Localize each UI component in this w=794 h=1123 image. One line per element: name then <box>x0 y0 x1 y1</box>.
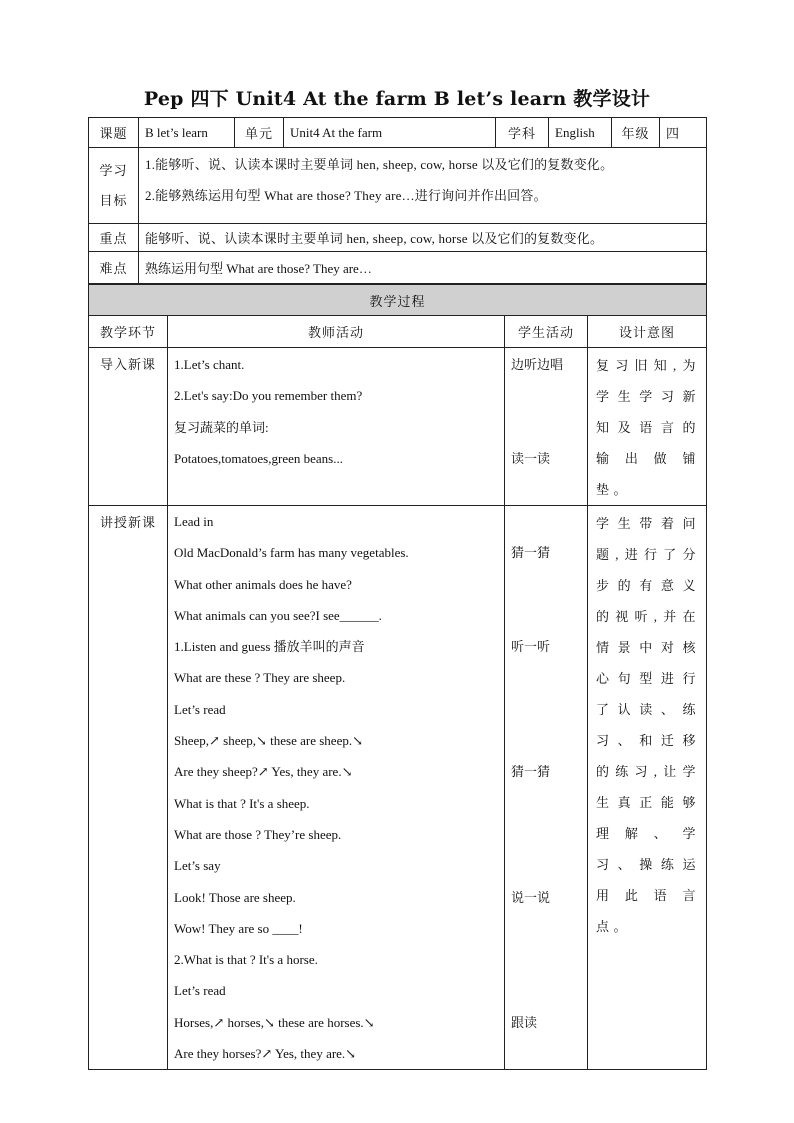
teacher-line: Are they sheep?↗ Yes, they are.↘ <box>174 764 353 780</box>
student-line: 猜一猜 <box>511 764 551 780</box>
header-teacher-activity: 教师活动 <box>168 316 505 348</box>
teacher-line: Are they horses?↗ Yes, they are.↘ <box>174 1046 357 1062</box>
objectives-content <box>139 148 707 224</box>
student-line: 边听边唱 <box>511 357 564 372</box>
subject-value: English <box>549 118 612 148</box>
header-design-purpose: 设计意图 <box>588 316 707 348</box>
objective-line: 2.能够熟练运用句型 What are those? They are…进行询问并作出回答。 <box>145 188 547 203</box>
key-points-label: 重点 <box>89 224 139 252</box>
teacher-line: What is that ? It's a sheep. <box>174 795 310 811</box>
teacher-line: Horses,↗ horses,↘ these are horses.↘ <box>174 1014 375 1030</box>
teacher-line: Let’s say <box>174 858 221 874</box>
teacher-line: Lead in <box>174 514 214 529</box>
difficult-points-value: 熟练运用句型 What are those? They are… <box>139 252 707 284</box>
student-activity-cell <box>505 506 588 1070</box>
teacher-line: Sheep,↗ sheep,↘ these are sheep.↘ <box>174 733 363 749</box>
objectives-label-line2: 目标 <box>99 192 128 208</box>
key-points-value: 能够听、说、认读本课时主要单词 hen, sheep, cow, horse 以及它们的复数变化。 <box>139 224 707 252</box>
student-line <box>505 725 587 756</box>
teacher-line: Look! Those are sheep. <box>174 889 296 905</box>
teacher-line: What other animals does he have? <box>174 576 352 592</box>
teacher-line: 2.Let's say:Do you remember them? <box>174 388 363 404</box>
teacher-line: What animals can you see?I see______. <box>174 607 382 623</box>
stage-cell: 导入新课 <box>89 348 168 506</box>
student-line <box>505 944 587 975</box>
difficult-points-label: 难点 <box>89 252 139 284</box>
unit-value: Unit4 At the farm <box>284 118 496 148</box>
header-stage: 教学环节 <box>89 316 168 348</box>
process-section-title: 教学过程 <box>89 285 707 316</box>
course-info-table <box>88 117 707 284</box>
student-line <box>505 819 587 850</box>
design-purpose-cell: 复习旧知,为学生学习新知及语言的输出做铺垫。 <box>588 348 707 506</box>
teacher-line: Potatoes,tomatoes,green beans... <box>174 450 343 466</box>
teacher-line: 复习蔬菜的单词: <box>174 419 269 435</box>
topic-label: 课题 <box>89 118 139 148</box>
subject-label: 学科 <box>496 118 549 148</box>
teacher-activity-cell <box>168 506 505 1070</box>
teacher-line: Old MacDonald’s farm has many vegetables. <box>174 545 409 561</box>
teacher-line: What are these ? They are sheep. <box>174 670 346 686</box>
grade-label: 年级 <box>612 118 660 148</box>
teacher-line: 2.What is that ? It's a horse. <box>174 952 318 968</box>
teacher-line: What are those ? They’re sheep. <box>174 826 342 842</box>
teacher-activity-cell <box>168 348 505 506</box>
student-line <box>505 380 587 411</box>
unit-label: 单元 <box>235 118 284 148</box>
header-student-activity: 学生活动 <box>505 316 588 348</box>
process-row-teaching <box>89 506 707 1070</box>
student-line: 说一说 <box>511 889 551 905</box>
process-row-intro <box>89 348 707 506</box>
student-line <box>505 1038 587 1069</box>
student-line: 猜一猜 <box>511 545 551 561</box>
student-line <box>505 913 587 944</box>
student-activity-cell <box>505 348 588 506</box>
page-title: Pep 四下 Unit4 At the farm B let’s learn 教学设计 <box>143 88 651 110</box>
objectives-label <box>89 148 139 224</box>
student-line <box>505 506 587 537</box>
student-line <box>505 662 587 693</box>
student-line: 听一听 <box>511 639 551 655</box>
stage-cell: 讲授新课 <box>89 506 168 1070</box>
student-line <box>505 975 587 1006</box>
objective-line: 1.能够听、说、认读本课时主要单词 hen, sheep, cow, horse 以及它们的复数变化。 <box>145 157 614 172</box>
student-line <box>505 788 587 819</box>
teacher-line: Wow! They are so ____! <box>174 920 303 936</box>
objectives-label-line1: 学习 <box>99 162 128 178</box>
teaching-process-table <box>88 284 707 1070</box>
student-line <box>505 412 587 443</box>
student-line: 跟读 <box>511 1014 538 1030</box>
design-purpose-cell: 学生带着问题,进行了分步的有意义的视听,并在情景中对核心句型进行了认读、练习、和迁移的练习,让学生真正能够理解、学习、操练运用此语言点。 <box>588 506 707 1070</box>
student-line <box>505 600 587 631</box>
teacher-line: Let’s read <box>174 983 226 999</box>
student-line <box>505 694 587 725</box>
teacher-line: Let’s read <box>174 701 226 717</box>
student-line <box>505 569 587 600</box>
student-line: 读一读 <box>511 450 551 466</box>
teacher-line: 1.Listen and guess 播放羊叫的声音 <box>174 639 365 655</box>
grade-value: 四 <box>660 118 707 148</box>
student-line <box>505 850 587 881</box>
topic-value: B let’s learn <box>139 118 235 148</box>
teacher-line: 1.Let’s chant. <box>174 357 245 372</box>
